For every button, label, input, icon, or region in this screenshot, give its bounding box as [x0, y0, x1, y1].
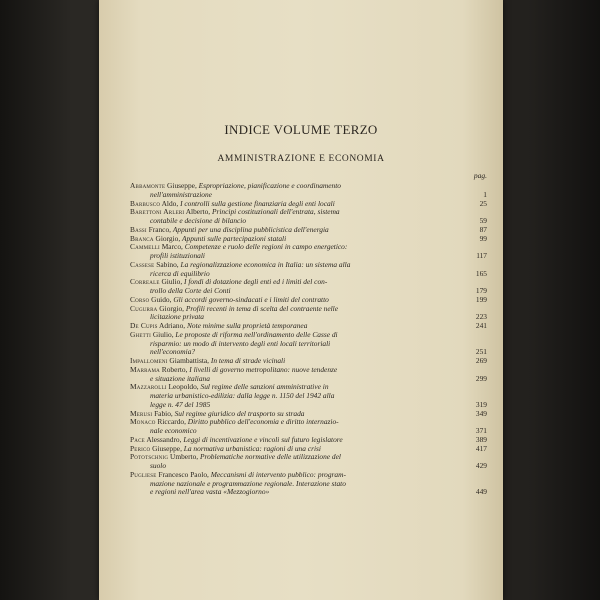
author-given-name: Alberto,: [184, 207, 212, 217]
author-given-name: Riccardo,: [155, 417, 188, 427]
author-surname: Corso: [130, 294, 150, 304]
essay-title: Appunti per una disciplina pubblicistica dell'energia: [172, 224, 329, 234]
author-given-name: Giuseppe,: [150, 443, 184, 453]
author-surname: Abbamonte: [130, 181, 166, 190]
page-number: 117: [476, 251, 487, 260]
author-given-name: Giuseppe,: [165, 181, 199, 190]
essay-title: contabile e decisione di bilancio: [150, 216, 247, 225]
essay-title: trollo della Corte dei Conti: [150, 286, 231, 295]
page-number: 87: [479, 224, 487, 234]
page-number: 59: [479, 216, 487, 225]
toc-entry: [130, 453, 487, 471]
essay-title: ricerca di equilibrio: [150, 268, 210, 278]
author-surname: Cassese: [130, 259, 155, 269]
author-surname: Barettoni Arleri: [130, 207, 185, 217]
essay-title: licitazione privata: [150, 312, 204, 322]
index-heading: INDICE VOLUME TERZO: [224, 122, 378, 137]
author-given-name: Giorgio,: [157, 303, 186, 313]
essay-title: Leggi di incentivazione e vincoli sul futuro legislatore: [183, 434, 343, 444]
page-number: 25: [479, 198, 487, 208]
toc-entry: [130, 278, 487, 296]
book-page: [99, 0, 503, 600]
toc-entry: [130, 182, 487, 200]
toc-entry: [130, 305, 487, 323]
essay-title: I controlli sulla gestione finanziaria degli enti locali: [180, 198, 335, 208]
section-heading: AMMINISTRAZIONE E ECONOMIA: [217, 154, 385, 164]
author-surname: Pace: [130, 434, 145, 444]
author-given-name: Sabino,: [154, 259, 181, 269]
page-number: 417: [475, 443, 487, 453]
essay-title: Appunti sulle partecipazioni statali: [182, 233, 287, 243]
author-surname: Pototschnig: [130, 452, 169, 462]
author-given-name: Umberto,: [168, 452, 200, 462]
essay-title: Le proposte di riforma nell'ordinamento delle Casse di: [175, 329, 338, 339]
page-number: 1: [483, 189, 487, 199]
essay-title: e situazione italiana: [150, 373, 210, 383]
author-surname: Impallomeni: [130, 356, 168, 365]
author-surname: Cugurra: [130, 303, 158, 313]
author-surname: Barbusco: [130, 198, 161, 208]
page-number: 165: [475, 268, 487, 278]
essay-title: materia urbanistico-edilizia: dalla legge n. 1150 del 1942 alla: [150, 391, 335, 400]
essay-title: nell'economia?: [150, 347, 196, 357]
toc-entry: [130, 366, 487, 384]
page-number: 269: [475, 356, 487, 365]
toc-entry: [130, 243, 487, 261]
author-given-name: Giorgio,: [153, 233, 183, 243]
essay-title: Profili recenti in tema di scelta del contraente nelle: [185, 303, 339, 313]
essay-title: Diritto pubblico dell'economia e diritto internazio-: [187, 417, 339, 427]
toc-entry: [130, 208, 487, 226]
essay-title: legge n. 47 del 1985: [150, 399, 211, 409]
essay-title: Problematiche normative delle utilizzazione del: [200, 452, 341, 462]
essay-title: suolo: [150, 461, 167, 470]
toc-entry-line: [130, 453, 461, 462]
table-of-contents: [130, 182, 487, 497]
page-number: 299: [475, 373, 487, 383]
essay-title: nell'amministrazione: [150, 189, 212, 199]
author-given-name: Fabio,: [152, 408, 175, 418]
essay-title: I livelli di governo metropolitano: nuove tendenze: [189, 364, 338, 374]
author-surname: Perico: [130, 443, 151, 453]
essay-title: Gli accordi governo-sindacati e i limiti del contratto: [173, 294, 329, 304]
essay-title: In tema di strade vicinali: [210, 356, 286, 365]
page-number: 199: [475, 294, 487, 304]
essay-title: mazione nazionale e programmazione regionale. Interazione stato: [150, 478, 346, 488]
author-surname: Monaco: [130, 417, 156, 427]
page-number: 429: [475, 461, 487, 470]
author-surname: Ghetti: [130, 329, 151, 339]
page-column-label: pag.: [473, 171, 487, 180]
author-surname: Bassi: [130, 224, 147, 234]
author-surname: Marrama: [130, 364, 160, 374]
essay-title: Sul regime delle sanzioni amministrative in: [200, 382, 329, 392]
author-given-name: Aldo,: [160, 198, 181, 208]
page-number: 349: [475, 408, 487, 418]
author-surname: Correale: [130, 277, 160, 287]
author-surname: Pugliese: [130, 469, 157, 479]
author-given-name: Leopoldo,: [166, 382, 201, 392]
author-surname: Mazzarolli: [130, 382, 167, 392]
essay-title: Espropriazione, pianificazione e coordinamento: [198, 181, 341, 190]
author-given-name: Alessandro,: [144, 434, 184, 444]
page-number: 389: [475, 434, 487, 444]
author-surname: Cammelli: [130, 242, 160, 252]
author-surname: Branca: [130, 233, 154, 243]
essay-title: Sul regime giuridico del trasporto su strada: [174, 408, 305, 418]
page-number: 99: [479, 233, 487, 243]
essay-title: Meccanismi di intervento pubblico: program-: [210, 469, 346, 479]
author-given-name: Giambattista,: [167, 356, 211, 365]
author-given-name: Francesco Paolo,: [156, 469, 211, 479]
essay-title: La normativa urbanistica: ragioni di una crisi: [183, 443, 321, 453]
essay-title: I fondi di dotazione degli enti ed i limiti del con-: [184, 277, 328, 287]
toc-entry: [130, 261, 487, 279]
author-given-name: Adriano,: [157, 321, 187, 330]
page-number: 223: [475, 312, 487, 322]
essay-title: Principi costituzionali dell'entrata, sistema: [211, 207, 340, 217]
page-number: 251: [475, 347, 487, 357]
essay-title: Competenze e ruolo delle regioni in campo energetico:: [184, 242, 348, 252]
author-given-name: Roberto,: [159, 364, 190, 374]
author-given-name: Giulio,: [159, 277, 185, 287]
toc-entry-line: [130, 488, 461, 497]
toc-entry: [130, 418, 487, 436]
author-given-name: Marco,: [159, 242, 185, 252]
page-number: 241: [475, 321, 487, 330]
essay-title: nale economico: [150, 426, 197, 435]
toc-entry: [130, 471, 487, 497]
toc-entry: [130, 331, 487, 357]
page-number: 319: [475, 399, 487, 409]
page-number: 179: [475, 286, 487, 295]
author-given-name: Guido,: [149, 294, 174, 304]
page-number: 449: [475, 487, 487, 497]
author-surname: De Cupis: [130, 321, 158, 330]
essay-title: profili istituzionali: [150, 251, 205, 260]
essay-title: e regioni nell'area vasta «Mezzogiorno»: [150, 487, 270, 497]
toc-entry: [130, 383, 487, 409]
essay-title: Note minime sulla proprietà temporanea: [186, 321, 308, 330]
author-given-name: Giulio,: [150, 329, 176, 339]
author-given-name: Franco,: [146, 224, 173, 234]
author-surname: Merusi: [130, 408, 153, 418]
essay-title: La regionalizzazione economica in Italia: un sistema alla: [180, 259, 351, 269]
essay-title: risparmio: un modo di intervento degli enti locali territoriali: [150, 338, 331, 348]
page-number: 371: [475, 426, 487, 435]
